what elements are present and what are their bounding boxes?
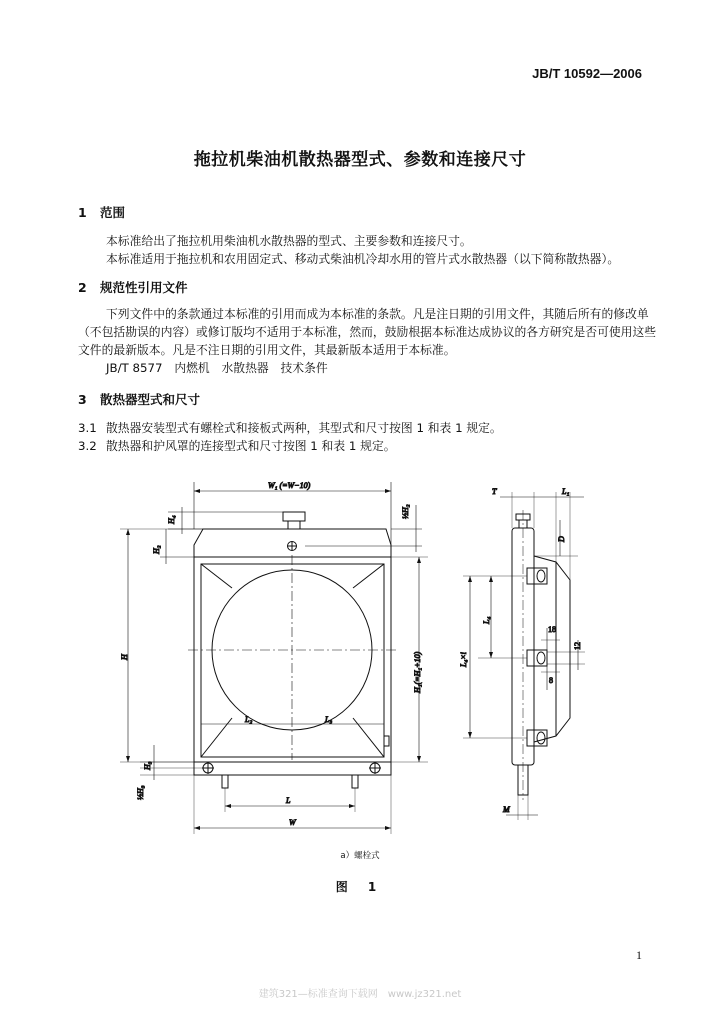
radiator-drawing bbox=[0, 470, 720, 845]
bottom-tank bbox=[194, 762, 391, 775]
core-frame bbox=[194, 557, 391, 762]
dim-L1: L₁ bbox=[562, 487, 570, 496]
standard-number: JB/T 10592—2006 bbox=[532, 66, 642, 81]
section-1-para-2: 本标准适用于拖拉机和农用固定式、移动式柴油机冷却水用的管片式水散热器（以下简称散热器）。 bbox=[106, 252, 620, 266]
watermark: 建筑321—标准查询下载网 www.jz321.net bbox=[258, 989, 462, 1000]
dim-H2: H₂ bbox=[152, 545, 161, 554]
dim-W1: W₁ (=W−10) bbox=[268, 481, 311, 490]
section-number: 2 bbox=[78, 280, 87, 295]
section-title: 规范性引用文件 bbox=[100, 280, 188, 295]
dim-H1: H₁(=H₁+10) bbox=[413, 651, 422, 693]
dim-T: T bbox=[492, 487, 497, 496]
clause-number: 3.2 bbox=[78, 439, 97, 453]
dim-half-H2: ½H₂ bbox=[401, 504, 410, 519]
figure-title: 图 1 bbox=[335, 880, 385, 894]
dim-L4: L₄ bbox=[482, 616, 491, 624]
section-number: 1 bbox=[78, 205, 87, 220]
side-view bbox=[459, 487, 585, 820]
clause-3-1 bbox=[78, 419, 502, 436]
section-title: 范围 bbox=[100, 205, 126, 220]
dim-half-H3: ½H₃ bbox=[136, 785, 145, 800]
dim-H3: H₃ bbox=[143, 761, 152, 770]
section-number: 3 bbox=[78, 392, 87, 407]
section-2-para: 下列文件中的条款通过本标准的引用而成为本标准的条款。凡是注日期的引用文件，其随后所有的修改单（不包括勘误的内容）或修订版均不适用于本标准，然而，鼓励根据本标准达成协议的各方研究是否可使用这些文件的最新版本。凡是不注日期的引用文件，其最新版本适用于本标准。 bbox=[78, 307, 657, 357]
dim-W: W bbox=[289, 818, 296, 827]
dim-M: M bbox=[503, 805, 510, 814]
clause-text: 散热器安装型式有螺栓式和接板式两种，其型式和尺寸按图 1 和表 1 规定。 bbox=[106, 421, 502, 435]
dim-H: H bbox=[120, 654, 129, 660]
normative-reference: JB/T 8577 内燃机 水散热器 技术条件 bbox=[106, 361, 328, 375]
dim-18: 18 bbox=[548, 625, 556, 634]
page-title: 拖拉机柴油机散热器型式、参数和连接尺寸 bbox=[193, 150, 527, 170]
section-3-heading bbox=[78, 390, 200, 408]
filler-cap bbox=[283, 512, 305, 521]
filler-neck bbox=[288, 521, 300, 529]
front-view bbox=[120, 481, 428, 834]
section-2-heading bbox=[78, 278, 188, 296]
dim-L4xi: L₄×i bbox=[459, 652, 468, 667]
right-bolt bbox=[352, 775, 358, 788]
dim-8: 8 bbox=[549, 676, 553, 685]
dim-12: 12 bbox=[573, 642, 582, 650]
left-bolt bbox=[222, 775, 228, 788]
dim-L: L bbox=[286, 796, 291, 805]
page-number: 1 bbox=[636, 948, 642, 962]
dim-L3: L₃ bbox=[325, 715, 333, 724]
dim-L2: L₂ bbox=[245, 715, 253, 724]
dim-H4: H₄ bbox=[167, 515, 176, 524]
clause-text: 散热器和护风罩的连接型式和尺寸按图 1 和表 1 规定。 bbox=[106, 439, 396, 453]
clause-3-2 bbox=[78, 437, 396, 454]
figure-caption-a: a）螺栓式 bbox=[340, 851, 380, 861]
clause-number: 3.1 bbox=[78, 421, 97, 435]
section-title: 散热器型式和尺寸 bbox=[100, 392, 201, 407]
section-1-heading bbox=[78, 203, 125, 221]
dim-D: D bbox=[557, 536, 566, 542]
core-inner bbox=[201, 564, 384, 757]
section-1-para-1: 本标准给出了拖拉机用柴油机水散热器的型式、主要参数和连接尺寸。 bbox=[106, 234, 472, 248]
